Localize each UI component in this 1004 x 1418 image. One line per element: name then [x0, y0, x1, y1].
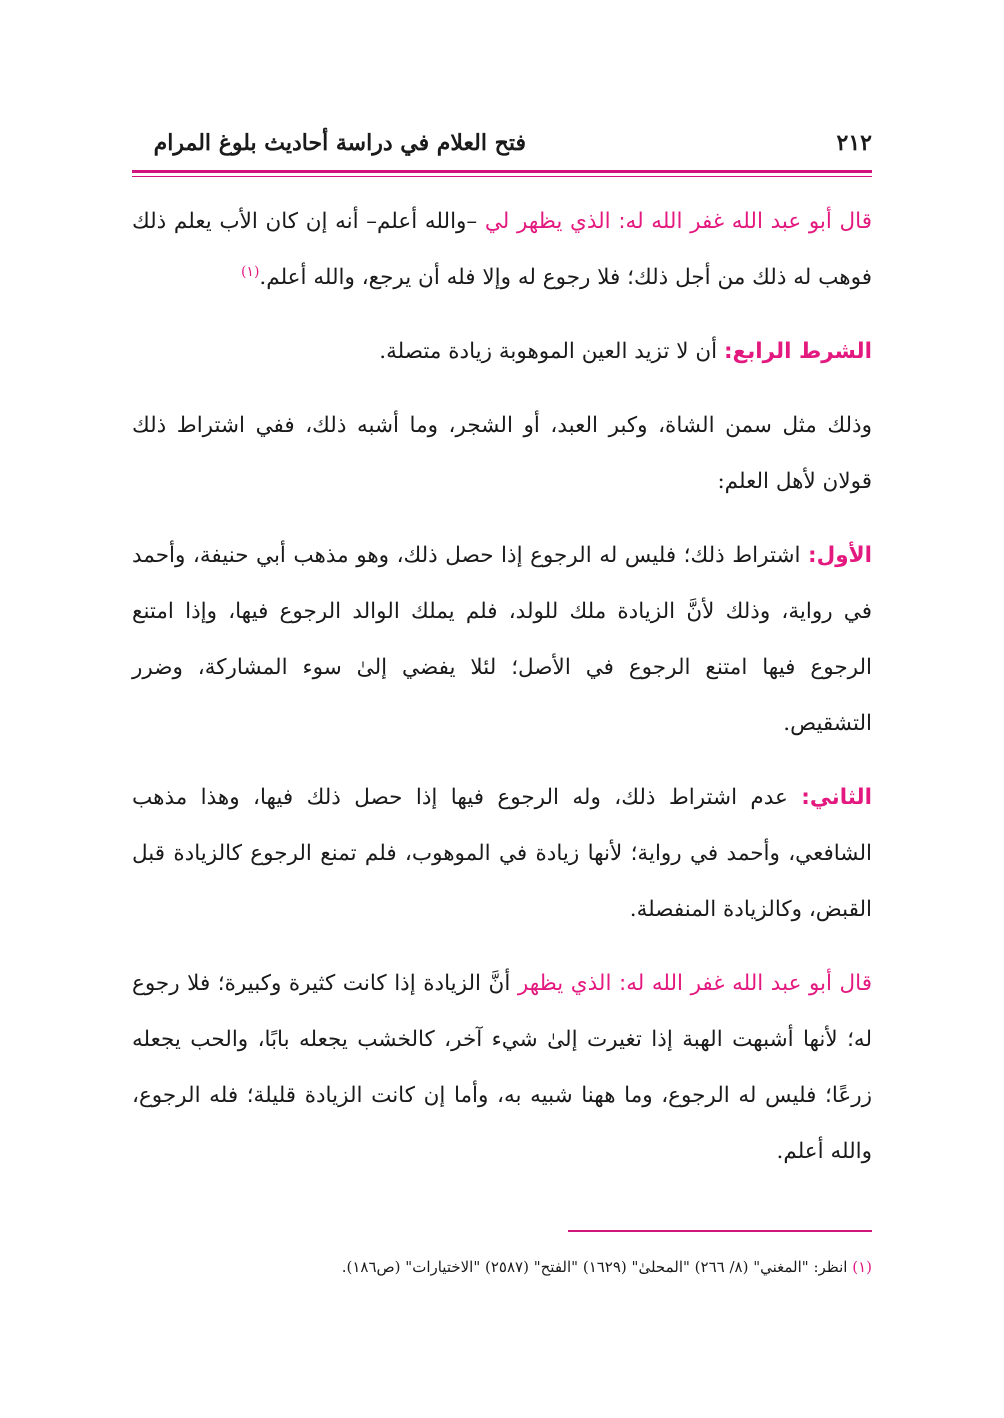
- paragraph-text: عدم اشتراط ذلك، وله الرجوع فيها إذا حصل ذلك فيها، وهذا مذهب الشافعي، وأحمد في رواية؛ لأنها زيادة في الموهوب، فلم تمنع الرجوع كالزيادة قبل القبض، وكالزيادة المنفصلة.: [132, 785, 872, 922]
- paragraph-text: أنَّ الزيادة إذا كانت كثيرة وكبيرة؛ فلا رجوع له؛ لأنها أشبهت الهبة إذا تغيرت إلىٰ شيء آخر، كالخشب يجعله بابًا، والحب يجعله زرعًا؛ فليس له الرجوع، وما ههنا شبيه به، وأما إن كانت الزيادة قليلة؛ فله الرجوع، والله أعلم.: [132, 971, 872, 1164]
- paragraph-6: [132, 956, 872, 1180]
- paragraph-text: –والله أعلم– أنه إن كان الأب يعلم ذلك فوهب له ذلك من أجل ذلك؛ فلا رجوع له وإلا فله أن يرجع، والله أعلم.: [132, 209, 872, 290]
- footnote-reference[interactable]: (١): [240, 263, 260, 280]
- page-number: ٢١٢: [836, 130, 872, 156]
- opinion-second-label: الثاني:: [801, 785, 872, 810]
- author-lead: قال أبو عبد الله غفر الله له:: [618, 209, 872, 234]
- footnote: [132, 1254, 872, 1280]
- paragraph-1: [132, 194, 872, 306]
- paragraph-text: أن لا تزيد العين الموهوبة زيادة متصلة.: [379, 339, 718, 364]
- footnote-rule: [568, 1230, 872, 1232]
- author-phrase: الذي يظهر: [517, 971, 612, 996]
- book-title: فتح العلام في دراسة أحاديث بلوغ المرام: [153, 130, 526, 156]
- paragraph-4: [132, 528, 872, 752]
- paragraph-5: [132, 770, 872, 938]
- main-text: [132, 194, 872, 1198]
- footnote-text: انظر: "المغني" (٨/ ٢٦٦) "المحلىٰ" (١٦٢٩) "الفتح" (٢٥٨٧) "الاختيارات" (ص١٨٦).: [341, 1258, 848, 1276]
- paragraph-text: وذلك مثل سمن الشاة، وكبر العبد، أو الشجر، وما أشبه ذلك، ففي اشتراط ذلك قولان لأهل العلم:: [132, 413, 872, 494]
- opinion-first-label: الأول:: [808, 543, 872, 568]
- paragraph-3: [132, 398, 872, 510]
- paragraph-2: [132, 324, 872, 380]
- author-phrase: الذي يظهر لي: [484, 209, 611, 234]
- paragraph-text: اشتراط ذلك؛ فليس له الرجوع إذا حصل ذلك، وهو مذهب أبي حنيفة، وأحمد في رواية، وذلك لأنَّ الزيادة ملك للولد، فلم يملك الوالد الرجوع فيها، وإذا امتنع الرجوع فيها امتنع الرجوع في الأصل؛ لئلا يفضي إلىٰ سوء المشاركة، وضرر التشقيص.: [132, 543, 872, 736]
- header-rule-thin: [132, 176, 872, 177]
- author-lead: قال أبو عبد الله غفر الله له:: [619, 971, 872, 996]
- header-rule-thick: [132, 170, 872, 173]
- condition-label: الشرط الرابع:: [723, 339, 872, 364]
- running-header: [132, 126, 872, 166]
- footnote-number: (١): [852, 1258, 872, 1276]
